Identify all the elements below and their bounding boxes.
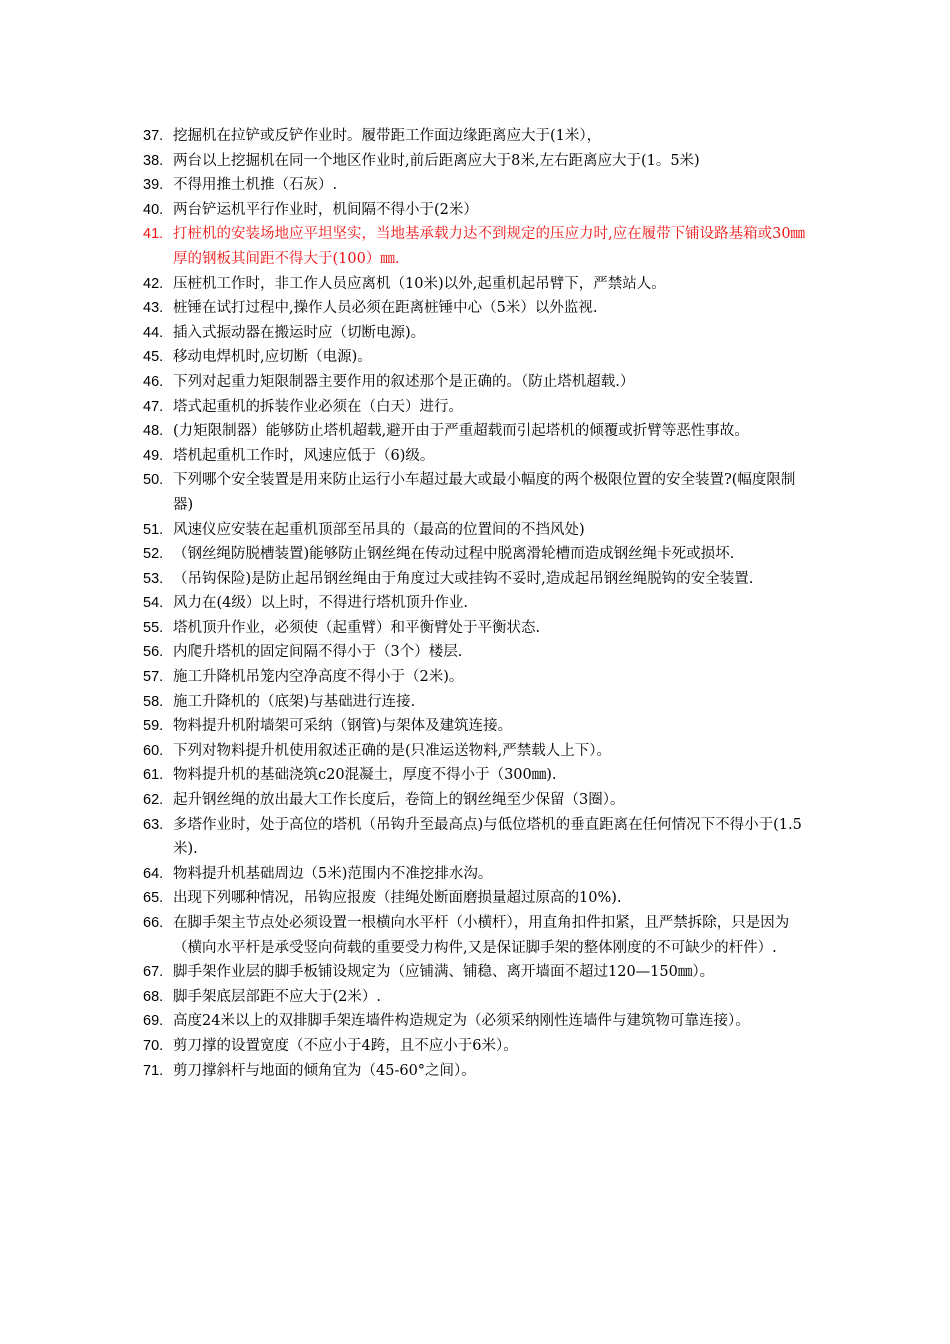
item-number: 59.: [143, 718, 164, 735]
list-item: [143, 518, 813, 543]
question-list: [143, 124, 813, 1083]
item-number: 53.: [143, 570, 164, 587]
item-text: 内爬升塔机的固定间隔不得小于（3个）楼层.: [173, 644, 463, 661]
item-number: 41.: [143, 226, 164, 243]
list-item: [143, 345, 813, 370]
list-item: [143, 419, 813, 444]
item-number: 62.: [143, 792, 164, 809]
list-item: [143, 272, 813, 297]
item-text: （吊钩保险)是防止起吊钢丝绳由于角度过大或挂钩不妥时,造成起吊钢丝绳脱钩的安全装置.: [173, 570, 754, 587]
item-text: 塔机起重机工作时，风速应低于（6)级。: [173, 447, 435, 464]
item-number: 50.: [143, 472, 164, 489]
item-text: 下列对起重力矩限制器主要作用的叙述那个是正确的。（防止塔机超载.）: [173, 373, 635, 390]
item-text: 插入式振动器在搬运时应（切断电源)。: [173, 324, 426, 341]
item-number: 47.: [143, 398, 164, 415]
item-text: 塔式起重机的拆装作业必须在（白天）进行。: [173, 398, 463, 415]
item-number: 64.: [143, 865, 164, 882]
item-text: 下列对物料提升机使用叙述正确的是(只准运送物料,严禁载人上下）。: [173, 742, 612, 759]
item-text: 在脚手架主节点处必须设置一根横向水平杆（小横杆），用直角扣件扣紧，且严禁拆除，只是因为（横向水平杆是承受竖向荷载的重要受力构件,又是保证脚手架的整体刚度的不可缺少的杆件）.: [173, 915, 790, 956]
item-text: 物料提升机附墙架可采纳（钢管)与架体及建筑连接。: [173, 718, 513, 735]
item-number: 45.: [143, 349, 164, 366]
list-item: [143, 1059, 813, 1084]
item-number: 43.: [143, 300, 164, 317]
item-number: 69.: [143, 1013, 164, 1030]
item-text: 压桩机工作时，非工作人员应离机（10米)以外,起重机起吊臂下，严禁站人。: [173, 275, 666, 292]
item-text: 风速仪应安装在起重机顶部至吊具的（最高的位置间的不挡风处): [173, 521, 585, 538]
item-number: 70.: [143, 1037, 164, 1054]
item-number: 54.: [143, 595, 164, 612]
list-item: [143, 616, 813, 641]
list-item: [143, 468, 813, 517]
item-number: 57.: [143, 669, 164, 686]
item-text: 剪刀撑的设置宽度（不应小于4跨，且不应小于6米）。: [173, 1037, 518, 1054]
item-text: 两台以上挖掘机在同一个地区作业时,前后距离应大于8米,左右距离应大于(1。5米): [173, 152, 700, 169]
list-item: [143, 124, 813, 149]
item-text: 脚手架底层部距不应大于(2米）.: [173, 988, 381, 1005]
list-item: [143, 173, 813, 198]
list-item: [143, 591, 813, 616]
item-number: 44.: [143, 324, 164, 341]
list-item: [143, 911, 813, 960]
item-number: 46.: [143, 373, 164, 390]
list-item: [143, 1009, 813, 1034]
list-item: [143, 149, 813, 174]
list-item: [143, 567, 813, 592]
item-number: 66.: [143, 915, 164, 931]
item-text: 挖掘机在拉铲或反铲作业时。履带距工作面边缘距离应大于(1米），: [173, 128, 602, 144]
item-text: 高度24米以上的双排脚手架连墙件构造规定为（必须采纳刚性连墙件与建筑物可靠连接）。: [173, 1013, 750, 1030]
item-number: 67.: [143, 964, 164, 981]
item-number: 51.: [143, 521, 164, 538]
list-item: [143, 444, 813, 469]
list-item: [143, 985, 813, 1010]
list-item: [143, 542, 813, 567]
item-text: (力矩限制器）能够防止塔机超载,避开由于严重超载而引起塔机的倾覆或折臂等恶性事故。: [173, 423, 749, 440]
item-text: 两台铲运机平行作业时，机间隔不得小于(2米）: [173, 201, 478, 218]
list-item: [143, 862, 813, 887]
item-number: 65.: [143, 890, 164, 907]
list-item: [143, 296, 813, 321]
list-item: [143, 640, 813, 665]
item-text: 剪刀撑斜杆与地面的倾角宜为（45-60°之间）。: [173, 1062, 476, 1079]
list-item: [143, 714, 813, 739]
item-number: 37.: [143, 128, 164, 144]
item-text: 施工升降机吊笼内空净高度不得小于（2米)。: [173, 669, 464, 686]
list-item: [143, 886, 813, 911]
item-number: 42.: [143, 275, 164, 292]
item-number: 58.: [143, 693, 164, 710]
item-number: 63.: [143, 816, 164, 833]
item-text: 出现下列哪种情况，吊钩应报废（挂绳处断面磨损量超过原高的10%).: [173, 890, 622, 907]
list-item: [143, 690, 813, 715]
item-number: 68.: [143, 988, 164, 1005]
item-text: 移动电焊机时,应切断（电源)。: [173, 349, 372, 366]
item-text: 脚手架作业层的脚手板铺设规定为（应铺满、铺稳、离开墙面不超过120—150㎜）。: [173, 964, 715, 981]
list-item: [143, 222, 813, 271]
item-text: 打桩机的安装场地应平坦坚实，当地基承载力达不到规定的压应力时,应在履带下铺设路基箱或30㎜厚的钢板其间距不得大于(100）㎜.: [173, 226, 806, 267]
item-text: （钢丝绳防脱槽装置)能够防止钢丝绳在传动过程中脱离滑轮槽而造成钢丝绳卡死或损坏.: [173, 546, 735, 563]
item-text: 施工升降机的（底架)与基础进行连接.: [173, 693, 416, 710]
item-text: 桩锤在试打过程中,操作人员必须在距离桩锤中心（5米）以外监视.: [173, 300, 598, 317]
item-number: 48.: [143, 423, 164, 440]
item-text: 不得用推土机推（石灰）.: [173, 177, 338, 194]
item-text: 风力在(4级）以上时，不得进行塔机顶升作业.: [173, 595, 468, 612]
item-text: 物料提升机的基础浇筑c20混凝土，厚度不得小于（300㎜).: [173, 767, 557, 784]
list-item: [143, 960, 813, 985]
item-text: 塔机顶升作业，必须使（起重臂）和平衡臂处于平衡状态.: [173, 619, 541, 636]
item-number: 49.: [143, 447, 164, 464]
item-number: 71.: [143, 1062, 164, 1079]
item-number: 52.: [143, 546, 164, 563]
list-item: [143, 1034, 813, 1059]
list-item: [143, 321, 813, 346]
item-text: 多塔作业时，处于高位的塔机（吊钩升至最高点)与低位塔机的垂直距离在任何情况下不得小于(1.5米).: [173, 816, 802, 858]
item-text: 起升钢丝绳的放出最大工作长度后，卷筒上的钢丝绳至少保留（3圈）。: [173, 792, 625, 809]
list-item: [143, 763, 813, 788]
list-item: [143, 813, 813, 862]
list-item: [143, 198, 813, 223]
item-text: 物料提升机基础周边（5米)范围内不准挖排水沟。: [173, 865, 493, 882]
item-number: 60.: [143, 742, 164, 759]
item-number: 61.: [143, 767, 164, 784]
item-number: 39.: [143, 177, 164, 194]
item-number: 56.: [143, 644, 164, 661]
item-number: 38.: [143, 152, 164, 169]
list-item: [143, 395, 813, 420]
item-number: 40.: [143, 201, 164, 218]
item-text: 下列哪个安全装置是用来防止运行小车超过最大或最小幅度的两个极限位置的安全装置?(幅度限制器): [173, 472, 796, 513]
list-item: [143, 665, 813, 690]
item-number: 55.: [143, 619, 164, 636]
list-item: [143, 788, 813, 813]
list-item: [143, 370, 813, 395]
list-item: [143, 739, 813, 764]
